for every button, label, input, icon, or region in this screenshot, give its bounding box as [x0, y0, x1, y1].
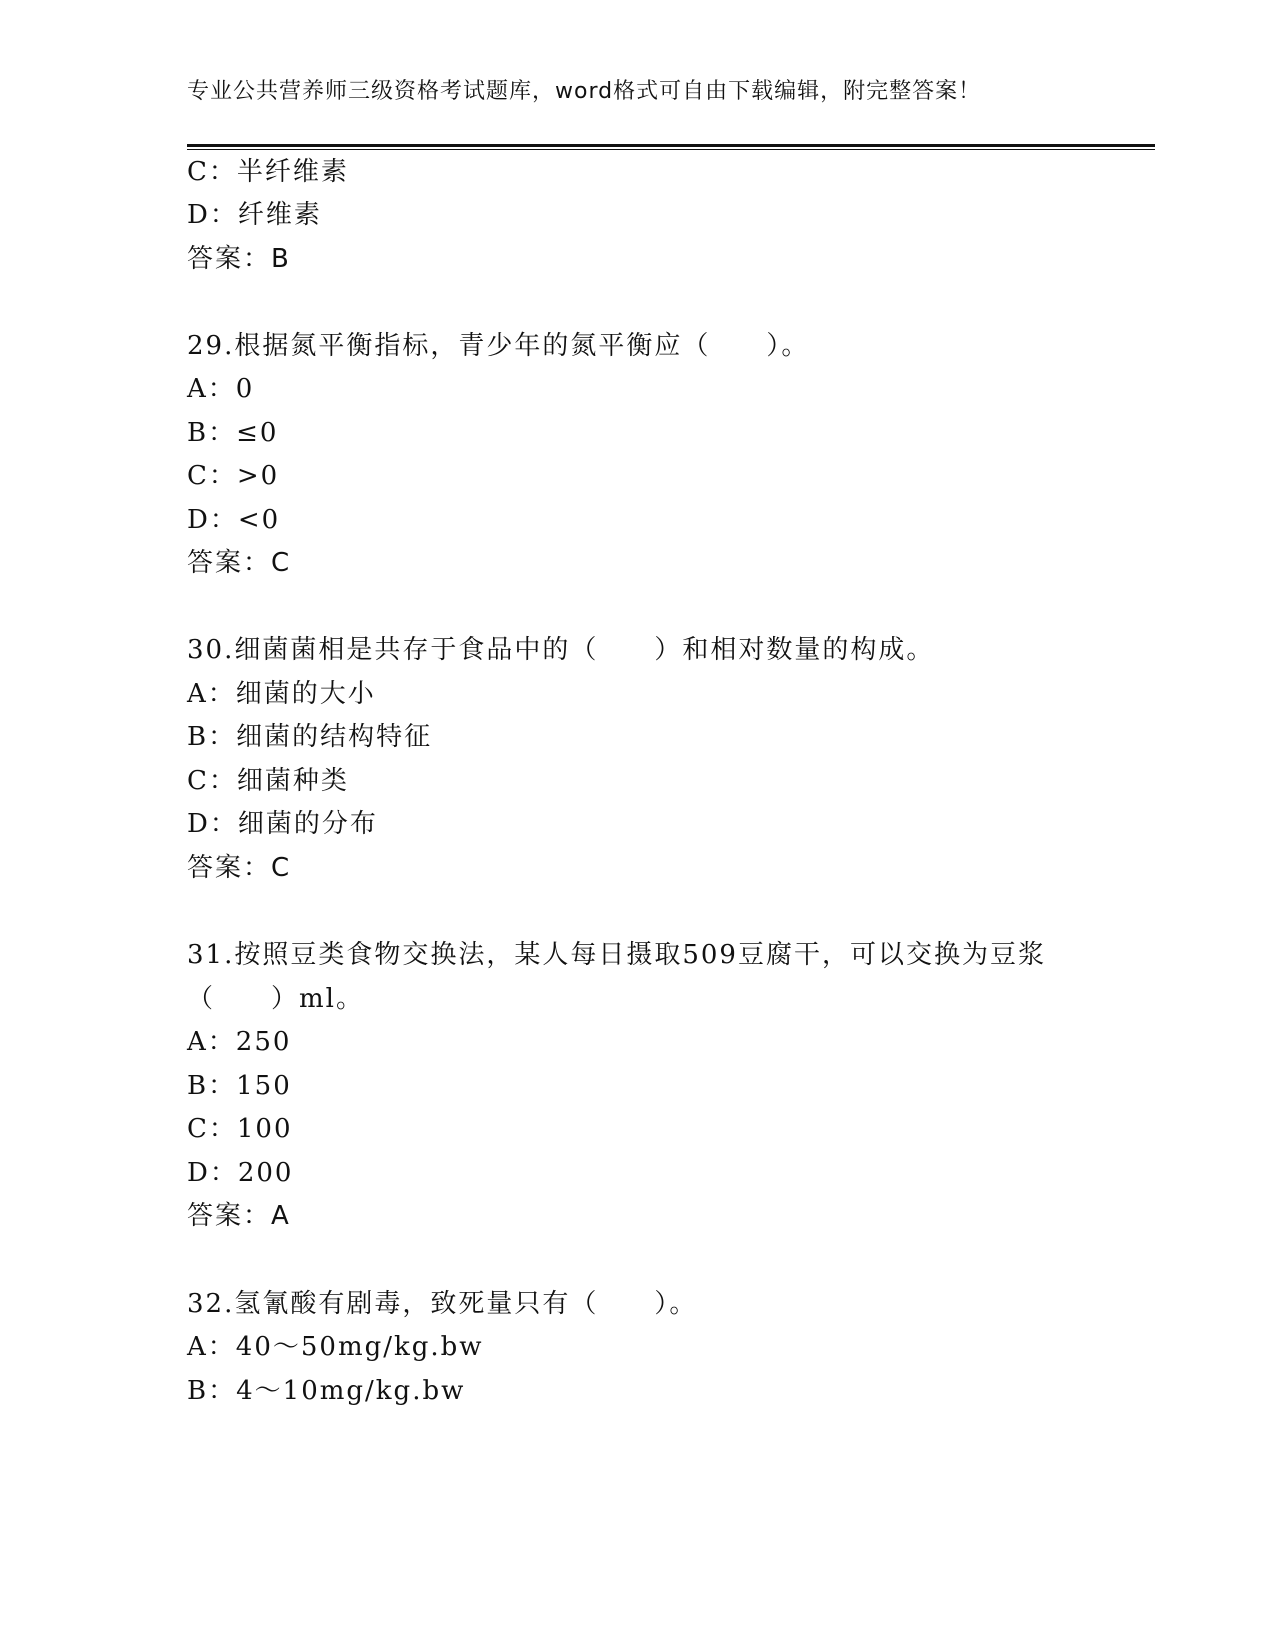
option-d: D：<0: [187, 505, 281, 535]
option-a: A：250: [187, 1027, 292, 1057]
option-b: B：细菌的结构特征: [187, 722, 433, 752]
answer: 答案：A: [187, 1201, 291, 1231]
option-a: A：40～50mg/kg.bw: [187, 1332, 484, 1362]
option-a: A：0: [187, 374, 255, 404]
option-b: B：150: [187, 1071, 292, 1101]
option-c: C：>0: [187, 461, 280, 491]
option-a: A：细菌的大小: [187, 679, 376, 709]
option-c: C：半纤维素: [187, 157, 349, 187]
question-30-stem: 30.细菌菌相是共存于食品中的（ ）和相对数量的构成。: [187, 635, 935, 665]
answer: 答案：C: [187, 853, 292, 883]
option-d: D：细菌的分布: [187, 809, 378, 839]
question-32-stem: 32.氢氰酸有剧毒，致死量只有（ ）。: [187, 1289, 698, 1319]
header-rule-thick: [187, 144, 1155, 147]
option-c: C：细菌种类: [187, 766, 349, 796]
question-29-stem: 29.根据氮平衡指标，青少年的氮平衡应（ ）。: [187, 331, 810, 361]
header-rule-thin: [187, 149, 1155, 150]
option-b: B：4～10mg/kg.bw: [187, 1376, 466, 1406]
option-d: D：200: [187, 1158, 294, 1188]
answer: 答案：B: [187, 244, 291, 274]
question-31-stem: 31.按照豆类食物交换法，某人每日摄取509豆腐干，可以交换为豆浆: [187, 940, 1046, 970]
option-b: B：≤0: [187, 418, 279, 448]
answer: 答案：C: [187, 548, 292, 578]
question-31-stem-cont: （ ）ml。: [187, 984, 364, 1014]
option-c: C：100: [187, 1114, 293, 1144]
page-header: 专业公共营养师三级资格考试题库，word格式可自由下载编辑，附完整答案！: [187, 79, 982, 104]
option-d: D：纤维素: [187, 200, 322, 230]
